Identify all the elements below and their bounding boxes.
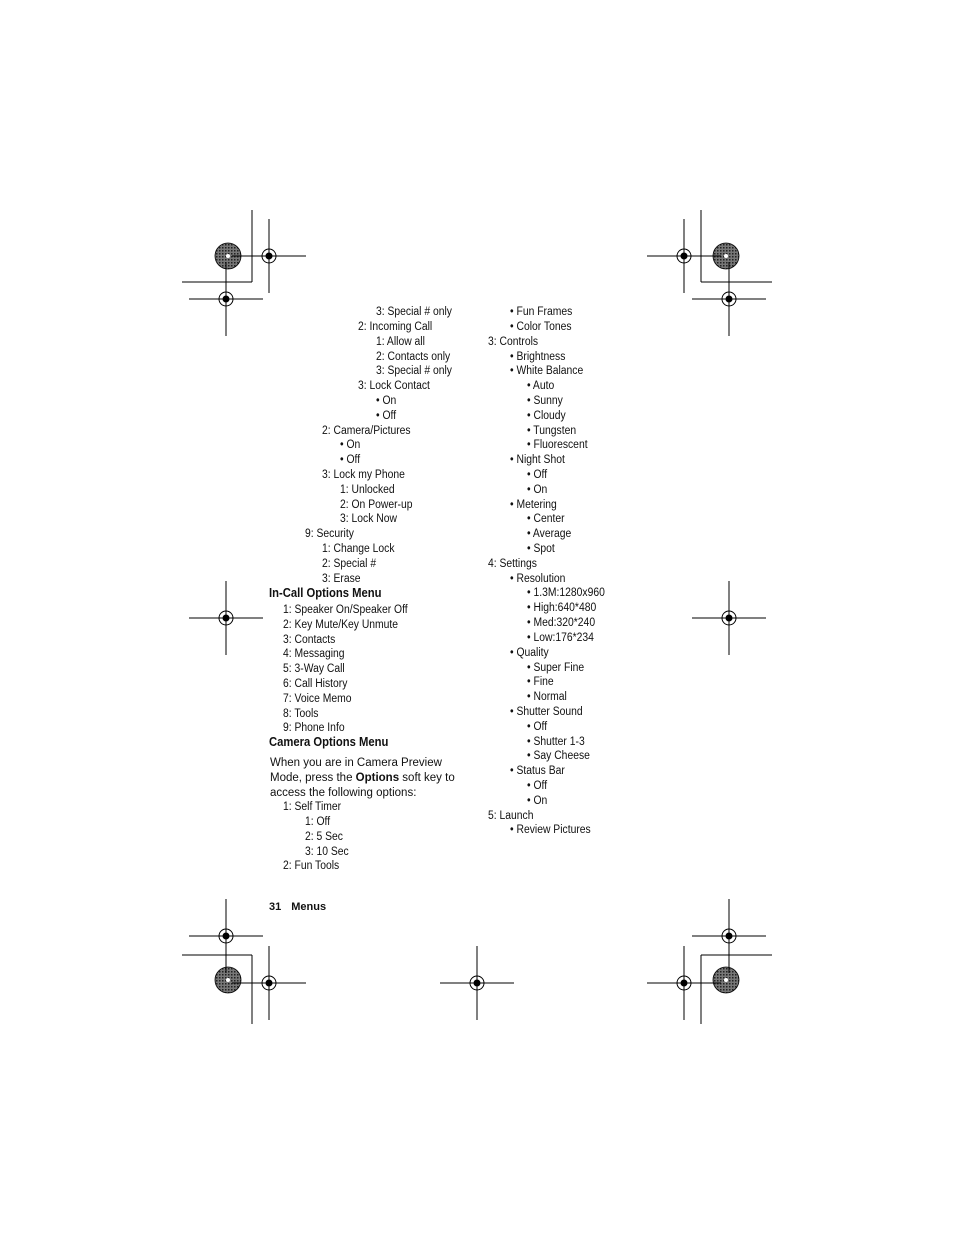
list-item: 9: Phone Info	[283, 722, 345, 734]
list-item: • Cloudy	[527, 410, 566, 422]
options-softkey-label: Options	[355, 771, 400, 784]
list-item: • Average	[527, 528, 572, 540]
list-item: • Auto	[527, 380, 555, 392]
list-item: • Review Pictures	[510, 824, 591, 836]
list-item: 3: Controls	[488, 336, 539, 348]
list-item: • Metering	[510, 499, 557, 511]
list-item: • Night Shot	[510, 454, 565, 466]
list-item: • Center	[527, 513, 565, 525]
section-name: Menus	[291, 901, 327, 913]
list-item: 3: Special # only	[376, 306, 452, 318]
list-item: • High:640*480	[527, 602, 597, 614]
list-item: • Off	[527, 469, 548, 481]
list-item: 5: 3-Way Call	[283, 663, 345, 675]
list-item: 4: Settings	[488, 558, 537, 570]
list-item: 3: Lock my Phone	[322, 469, 405, 481]
page-footer	[269, 901, 326, 913]
in-call-options-heading: In-Call Options Menu	[269, 586, 382, 600]
list-item: • Say Cheese	[527, 750, 590, 762]
list-item: • 1.3M:1280x960	[527, 587, 605, 599]
list-item: • On	[340, 439, 361, 451]
list-item: 5: Launch	[488, 810, 534, 822]
list-item: 1: Speaker On/Speaker Off	[283, 604, 408, 616]
page-number: 31	[269, 901, 282, 913]
list-item: • Tungsten	[527, 425, 577, 437]
list-item: • Color Tones	[510, 321, 572, 333]
list-item: 4: Messaging	[283, 648, 345, 660]
list-item: 3: Erase	[322, 573, 361, 585]
list-item: 2: Special #	[322, 558, 377, 570]
list-item: • On	[376, 395, 397, 407]
list-item: • Spot	[527, 543, 555, 555]
list-item: 2: 5 Sec	[305, 831, 343, 843]
list-item: 1: Change Lock	[322, 543, 395, 555]
list-item: 1: Self Timer	[283, 801, 342, 813]
intro-text: When you are in Camera Preview Mode, press the	[270, 757, 442, 784]
list-item: • Brightness	[510, 351, 566, 363]
list-item: 2: Contacts only	[376, 351, 451, 363]
list-item: • Fun Frames	[510, 306, 573, 318]
list-item: 3: Special # only	[376, 365, 452, 377]
intro-text: soft key to access the following options:	[270, 771, 455, 799]
list-item: • Med:320*240	[527, 617, 596, 629]
list-item: 7: Voice Memo	[283, 693, 352, 705]
list-item: 3: Contacts	[283, 634, 336, 646]
list-item: • Off	[527, 721, 548, 733]
list-item: • Shutter 1-3	[527, 736, 585, 748]
list-item: 1: Unlocked	[340, 484, 395, 496]
list-item: 1: Allow all	[376, 336, 425, 348]
list-item: 3: Lock Now	[340, 513, 397, 525]
list-item: 2: Key Mute/Key Unmute	[283, 619, 399, 631]
list-item: 2: Incoming Call	[358, 321, 433, 333]
list-item: • Fluorescent	[527, 439, 588, 451]
list-item: 2: Fun Tools	[283, 860, 340, 872]
list-item: • Sunny	[527, 395, 563, 407]
camera-options-intro	[270, 756, 470, 800]
list-item: • Super Fine	[527, 662, 585, 674]
list-item: 9: Security	[305, 528, 354, 540]
list-item: 8: Tools	[283, 708, 319, 720]
list-item: • Quality	[510, 647, 549, 659]
list-item: • Normal	[527, 691, 567, 703]
list-item: • On	[527, 795, 548, 807]
list-item: 1: Off	[305, 816, 331, 828]
list-item: 3: Lock Contact	[358, 380, 430, 392]
list-item: • Off	[527, 780, 548, 792]
list-item: 3: 10 Sec	[305, 846, 349, 858]
list-item: • White Balance	[510, 365, 584, 377]
list-item: 2: Camera/Pictures	[322, 425, 411, 437]
camera-options-heading: Camera Options Menu	[269, 735, 389, 749]
list-item: • Low:176*234	[527, 632, 594, 644]
list-item: • Fine	[527, 676, 554, 688]
list-item: 6: Call History	[283, 678, 348, 690]
list-item: • Off	[340, 454, 361, 466]
list-item: • Shutter Sound	[510, 706, 583, 718]
list-item: 2: On Power-up	[340, 499, 413, 511]
list-item: • Status Bar	[510, 765, 565, 777]
list-item: • Resolution	[510, 573, 566, 585]
list-item: • Off	[376, 410, 397, 422]
list-item: • On	[527, 484, 548, 496]
